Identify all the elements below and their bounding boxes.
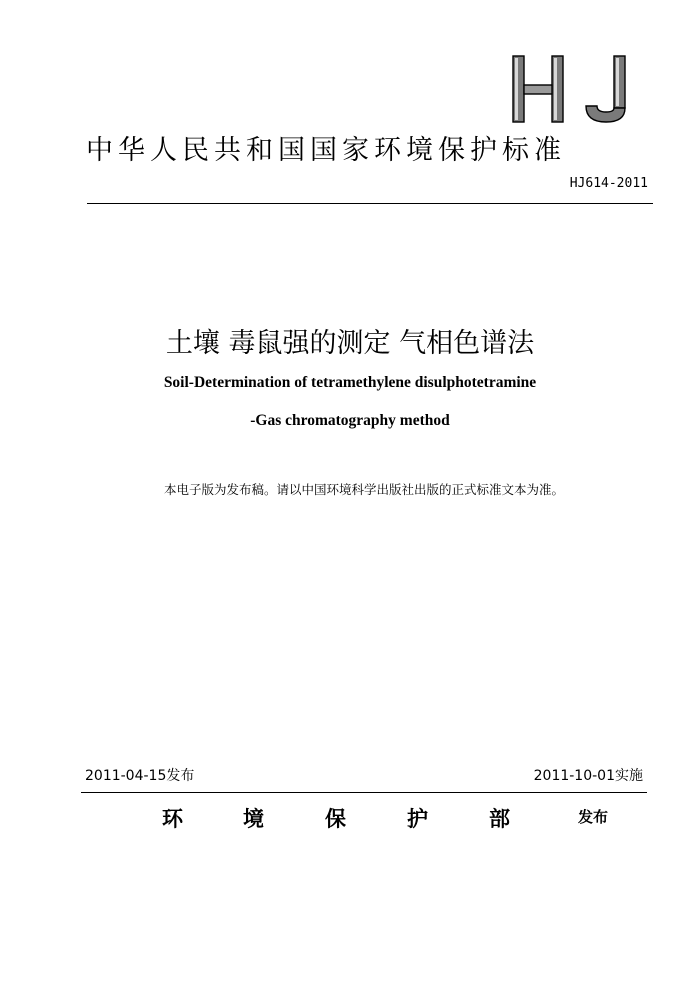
issuer-char: 部 [489, 806, 510, 831]
national-standard-title: 中华人民共和国国家环境保护标准 [86, 135, 566, 166]
electronic-version-notice: 本电子版为发布稿。请以中国环境科学出版社出版的正式标准文本为准。 [163, 482, 564, 497]
issuer-char: 境 [243, 806, 264, 831]
issue-date: 2011-04-15发布 [85, 768, 195, 784]
implementation-date: 2011-10-01实施 [533, 768, 643, 784]
document-title-english-line2: -Gas chromatography method [250, 412, 450, 429]
header-divider [87, 203, 653, 204]
issuer-char: 保 [325, 806, 346, 831]
issuer-char: 护 [407, 806, 428, 831]
publish-label: 发布 [578, 808, 609, 826]
hj-logo [510, 54, 634, 124]
document-title-chinese: 土壤 毒鼠强的测定 气相色谱法 [165, 328, 535, 359]
document-title-english-line1: Soil-Determination of tetramethylene disulphotetramine [163, 374, 537, 391]
standard-number: HJ614-2011 [569, 176, 648, 191]
footer-divider [81, 792, 647, 793]
issuer-char: 环 [162, 806, 183, 831]
